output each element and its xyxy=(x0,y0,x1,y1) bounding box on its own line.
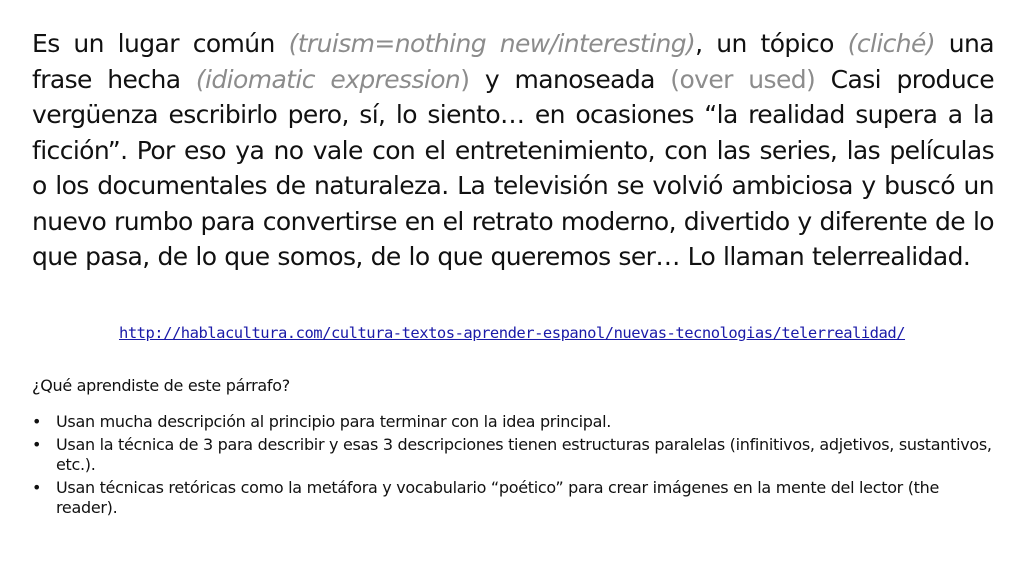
bullet-icon: • xyxy=(32,412,42,431)
gloss-idiomatic-expression: (idiomatic expression xyxy=(195,64,461,94)
gloss-cliche: (cliché) xyxy=(847,29,935,58)
source-link[interactable]: http://hablacultura.com/cultura-textos-aprender-espanol/nuevas-tecnologias/telerrealidad/ xyxy=(118,324,906,342)
gloss-idiomatic-close: ) xyxy=(460,64,470,94)
list-item xyxy=(32,478,992,518)
list-item xyxy=(32,435,992,475)
list-item-text: Usan la técnica de 3 para describir y esas 3 descripciones tienen estructuras paralelas (infinitivos, adjetivos, sustantivos, etc.). xyxy=(56,435,992,474)
gloss-over-used: (over used) xyxy=(670,64,816,94)
bullet-icon: • xyxy=(32,435,42,454)
bullet-list xyxy=(32,412,992,521)
question-heading: ¿Qué aprendiste de este párrafo? xyxy=(32,376,290,395)
list-item-text: Usan mucha descripción al principio para terminar con la idea principal. xyxy=(56,412,612,431)
paragraph-text-3: una frase hecha xyxy=(32,29,994,94)
gloss-truism: (truism=nothing new/interesting) xyxy=(288,29,696,58)
paragraph-text-4: y manoseada xyxy=(469,64,671,94)
paragraph-text-2: , un tópico xyxy=(695,29,848,58)
main-paragraph xyxy=(32,26,994,275)
list-item xyxy=(32,412,992,432)
bullet-icon: • xyxy=(32,478,42,497)
paragraph-text-5: Casi produce vergüenza escribirlo pero, sí, lo siento… en ocasiones “la realidad supera a la ficción”. Por eso ya no vale con el entretenimiento, con las series, las películas o los documentales de naturaleza. La televisión se volvió ambiciosa y buscó un nuevo rumbo para convertirse en el retrato moderno, divertido y diferente de lo que pasa, de lo que somos, de lo que queremos ser… Lo llaman telerrealidad. xyxy=(32,64,994,271)
list-item-text: Usan técnicas retóricas como la metáfora y vocabulario “poético” para crear imágenes en la mente del lector (the reader). xyxy=(56,478,940,517)
paragraph-text-1: Es un lugar común xyxy=(32,29,289,58)
